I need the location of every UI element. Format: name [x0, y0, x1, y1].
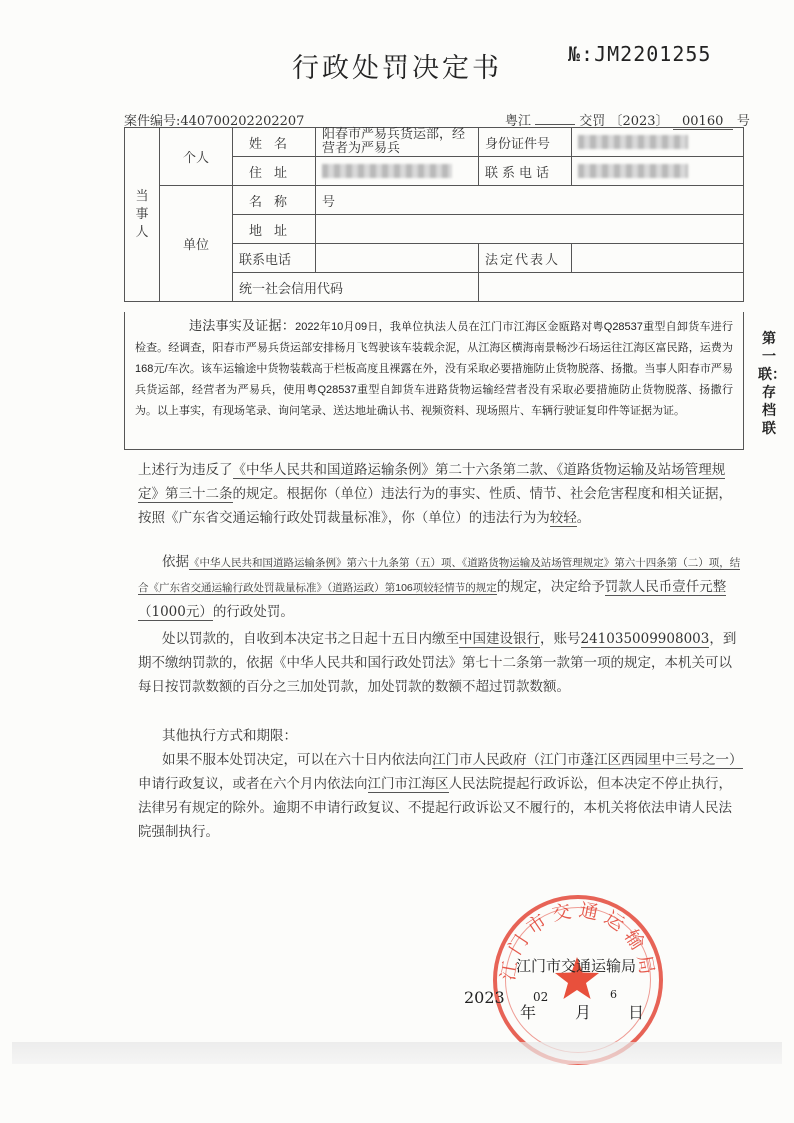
case-ref-mid: 交罚	[579, 114, 606, 129]
legal-rep-value	[572, 244, 744, 273]
violated-regulations: 《中华人民共和国道路运输条例》第二十六条第二款、《道路货物运输及站场管理规定》第三十二条	[138, 462, 726, 502]
page-bottom-edge	[12, 1042, 782, 1064]
unit-name-value: 号	[316, 186, 744, 215]
date-year-unit: 年	[520, 1003, 537, 1022]
legal-rep-label: 法定代表人	[479, 244, 572, 273]
phone-label: 联系电话	[479, 157, 572, 186]
case-number-label: 案件编号:	[124, 114, 181, 129]
violation-clause: 上述行为违反了《中华人民共和国道路运输条例》第二十六条第二款、《道路货物运输及站场管理规定》第三十二条的规定。根据你（单位）违法行为的事实、性质、情节、社会危害程度和相关证据，按照《广东省交通运输行政处罚裁量标准》，你（单位）的违法行为为较轻。	[138, 462, 732, 526]
phone-value	[572, 157, 744, 186]
address-value	[316, 157, 479, 186]
party-label: 当事人	[125, 128, 160, 302]
date-day-unit: 日	[628, 1003, 645, 1022]
document-serial-number: №:JM2201255	[568, 42, 712, 66]
penalty-amount: 罚款人民币壹仟元整（1000元）	[138, 579, 727, 620]
court-district: 江门市江海区	[367, 776, 449, 792]
id-label: 身份证件号	[479, 128, 572, 157]
credit-code-label: 统一社会信用代码	[233, 273, 479, 302]
date-year: 2023	[464, 988, 505, 1007]
case-number-value: 440700202202207	[180, 114, 305, 129]
unit-name-label: 名称	[233, 186, 316, 215]
date-month-unit: 月	[575, 1003, 592, 1022]
violation-facts	[124, 312, 744, 450]
address-label: 住址	[233, 157, 316, 186]
unit-label: 单位	[160, 186, 233, 302]
case-ref-year: 〔2023〕	[609, 114, 669, 129]
violation-level: 较轻	[549, 510, 577, 526]
document-title: 行政处罚决定书	[292, 53, 502, 84]
case-ref-number: 00160	[673, 114, 733, 130]
individual-label: 个人	[160, 128, 233, 186]
unit-address-value	[316, 215, 744, 244]
id-value	[572, 128, 744, 157]
legal-basis-text: 《中华人民共和国道路运输条例》第六十九条第（五）项、《道路货物运输及站场管理规定》第六十四条第（二）项，结合《广东省交通运输行政处罚裁量标准》（道路运政）第106项较轻情节的规定	[138, 557, 741, 594]
violation-facts-text: 2022年10月09日，我单位执法人员在江门市江海区金瓯路对粤Q28537重型自卸货车进行检查。经调查，阳春市严易兵货运部安排杨月飞驾驶该车装载余泥，从江海区横海南景畅沙石场运往江海区富民路，运费为168元/车次。该车运输途中货物装载高于栏板高度且裸露在外，没有采取必要措施防止货物脱落、扬撒。当事人阳春市严易兵货运部，经营者为严易兵，使用粤Q28537重型自卸货车进路货物运输经营者没有采取必要措施防止货物脱落、扬撒行为。以上事实，有现场笔录、询问笔录、送达地址确认书、视频资料、现场照片、车辆行驶证复印件等证据为证。	[135, 321, 733, 417]
review-authority: 江门市人民政府（江门市蓬江区西园里中三号之一）	[432, 752, 743, 768]
unit-phone-value	[316, 244, 479, 273]
case-ref-prefix: 粤江	[505, 114, 532, 129]
svg-text:江门市交通运输局: 江门市交通运输局	[497, 899, 659, 983]
appeal-clause: 如果不服本处罚决定，可以在六十日内依法向江门市人民政府（江门市蓬江区西园里中三号之一）申请行政复议，或者在六个月内依法向江门市江海区人民法院提起行政诉讼，但本决定不停止执行，法律另有规定的除外。逾期不申请行政复议、不提起行政诉讼又不履行的，本机关将依法申请人民法院强制执行。	[138, 752, 743, 840]
date-day: 6	[610, 988, 617, 1001]
violation-facts-label: 违法事实及证据：	[189, 319, 296, 334]
party-info-table	[124, 127, 744, 302]
date-month: 02	[533, 990, 549, 1004]
copy-note: 第一联：存档联	[758, 331, 786, 437]
name-value: 阳春市严易兵货运部，经营者为严易兵	[316, 128, 479, 157]
case-ref-suffix: 号	[736, 114, 750, 129]
issuing-authority: 江门市交通运输局	[515, 957, 636, 975]
unit-address-label: 地址	[233, 215, 316, 244]
bank-account: 241035009908003	[580, 631, 710, 647]
payment-clause: 处以罚款的，自收到本决定书之日起十五日内缴至中国建设银行，账号241035009908003，到期不缴纳罚款的，依据《中华人民共和国行政处罚法》第七十二条第一款第一项的规定，本机关可以每日按罚款数额的百分之三加处罚款，加处罚款的数额不超过罚款数额。	[138, 631, 737, 695]
other-execution: 其他执行方式和期限：	[162, 728, 297, 744]
unit-phone-label: 联系电话	[233, 244, 316, 273]
name-label: 姓名	[233, 128, 316, 157]
legal-basis: 依据《中华人民共和国道路运输条例》第六十九条第（五）项、《道路货物运输及站场管理规定》第六十四条第（二）项，结合《广东省交通运输行政处罚裁量标准》（道路运政）第106项较轻情节的规定的规定，决定给予罚款人民币壹仟元整（1000元）的行政处罚。	[138, 554, 741, 620]
credit-code-value	[479, 273, 744, 302]
bank-name: 中国建设银行	[459, 631, 540, 647]
